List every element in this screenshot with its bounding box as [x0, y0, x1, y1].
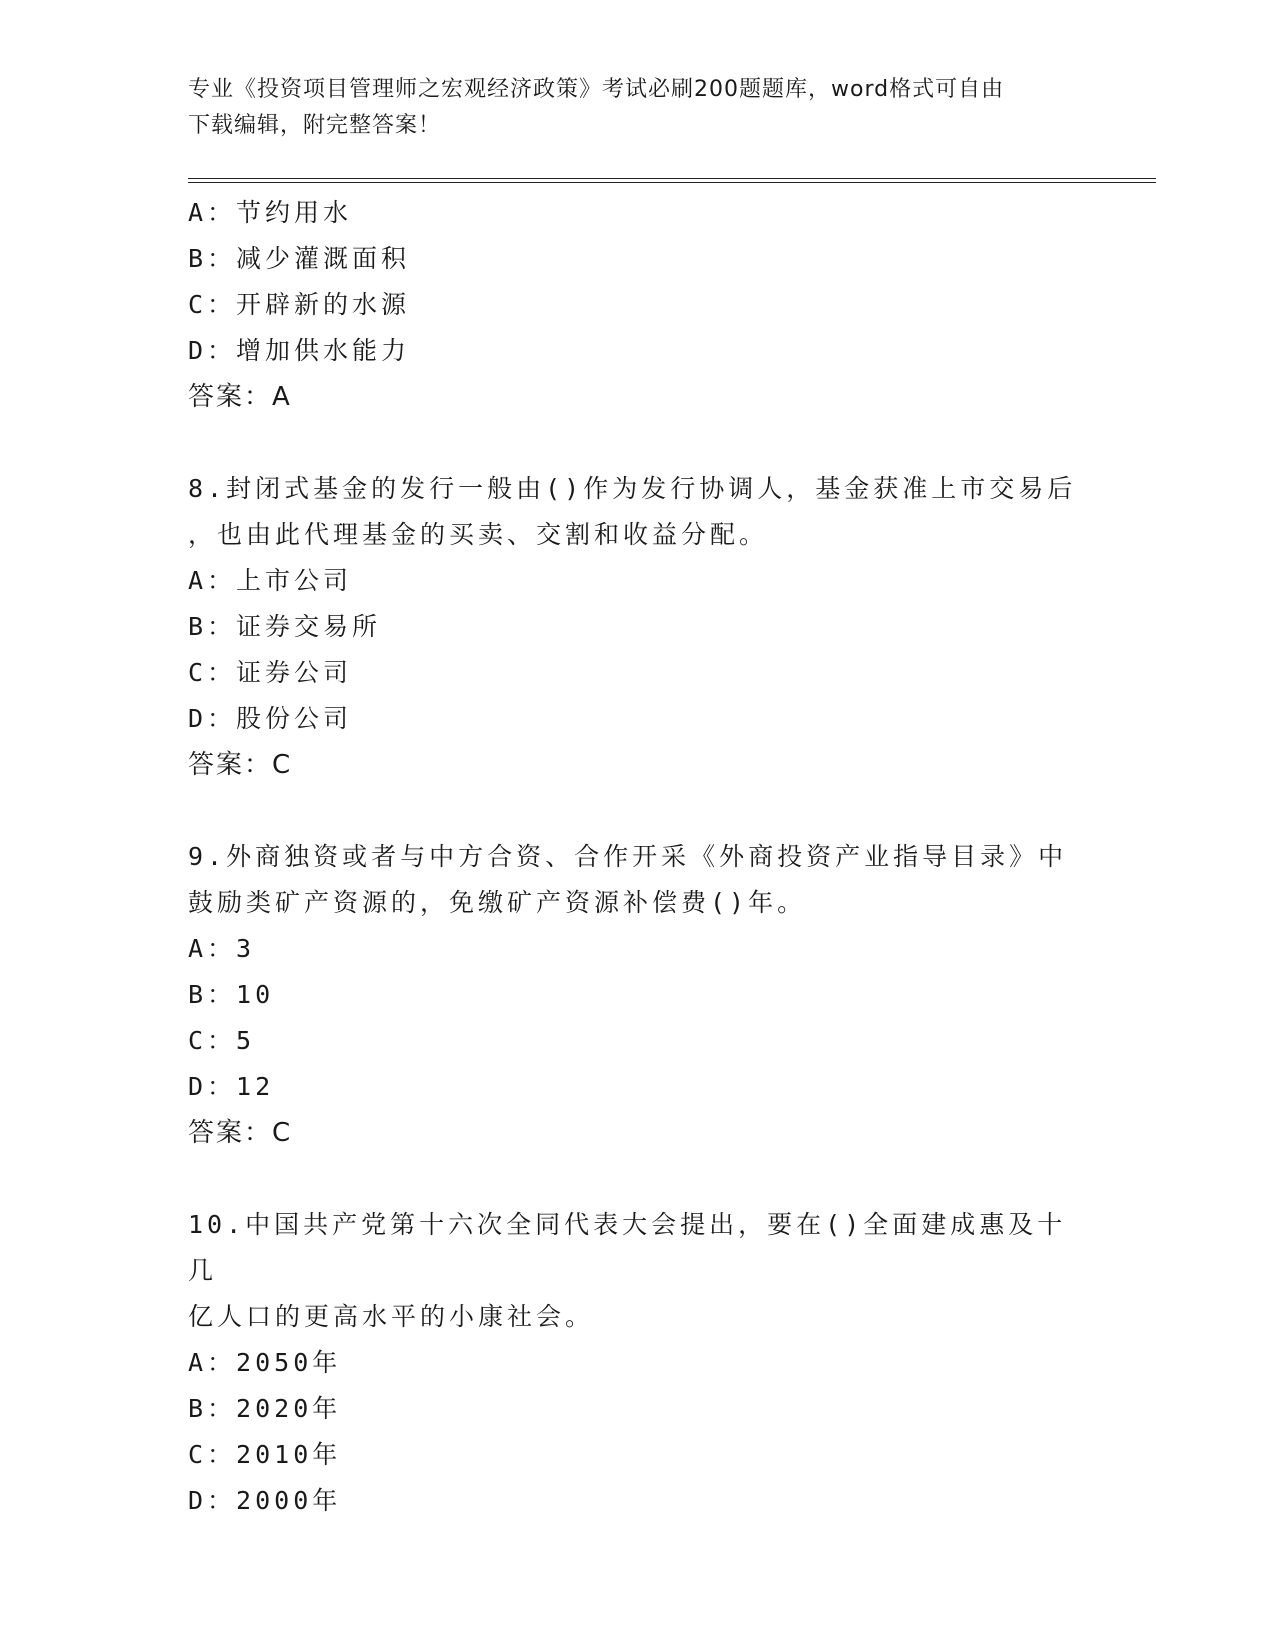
spacer	[188, 1156, 1088, 1202]
question-list	[188, 190, 1088, 1524]
question-7	[188, 190, 1088, 420]
question-9	[188, 834, 1088, 1156]
header-line-2: 下载编辑，附完整答案！	[188, 113, 442, 138]
q9-option-b: B：10	[188, 980, 275, 1009]
q8-option-c: C：证券公司	[188, 658, 353, 687]
question-8	[188, 466, 1088, 788]
spacer	[188, 420, 1088, 466]
q7-option-b: B：减少灌溉面积	[188, 244, 411, 273]
q10-option-b: B：2020年	[188, 1394, 342, 1423]
q10-text-line-2: 亿人口的更高水平的小康社会。	[188, 1302, 595, 1331]
q8-option-d: D：股份公司	[188, 704, 353, 733]
q8-option-a: A：上市公司	[188, 566, 353, 595]
document-header	[188, 72, 1068, 144]
q10-option-d: D：2000年	[188, 1486, 342, 1515]
q10-option-a: A：2050年	[188, 1348, 342, 1377]
q7-option-d: D：增加供水能力	[188, 336, 411, 365]
header-line-1: 专业《投资项目管理师之宏观经济政策》考试必刷200题题库，word格式可自由	[188, 77, 1005, 102]
header-divider	[188, 178, 1156, 183]
q8-option-b: B：证券交易所	[188, 612, 382, 641]
question-10	[188, 1202, 1088, 1524]
q9-option-c: C：5	[188, 1026, 256, 1055]
q8-text-line-2: ，也由此代理基金的买卖、交割和收益分配。	[188, 520, 769, 549]
q9-answer: 答案：C	[188, 1118, 293, 1148]
q7-option-a: A：节约用水	[188, 198, 353, 227]
q9-text-line-2: 鼓励类矿产资源的，免缴矿产资源补偿费()年。	[188, 888, 807, 917]
q7-option-c: C：开辟新的水源	[188, 290, 411, 319]
q9-option-a: A：3	[188, 934, 256, 963]
q7-answer: 答案：A	[188, 382, 292, 412]
q10-option-c: C：2010年	[188, 1440, 342, 1469]
q8-text-line-1: 8.封闭式基金的发行一般由()作为发行协调人，基金获准上市交易后	[188, 474, 1077, 503]
q9-text-line-1: 9.外商独资或者与中方合资、合作开采《外商投资产业指导目录》中	[188, 842, 1068, 871]
q10-text-line-1: 10.中国共产党第十六次全同代表大会提出，要在()全面建成惠及十几	[188, 1210, 1067, 1285]
q9-option-d: D：12	[188, 1072, 275, 1101]
spacer	[188, 788, 1088, 834]
q8-answer: 答案：C	[188, 750, 293, 780]
